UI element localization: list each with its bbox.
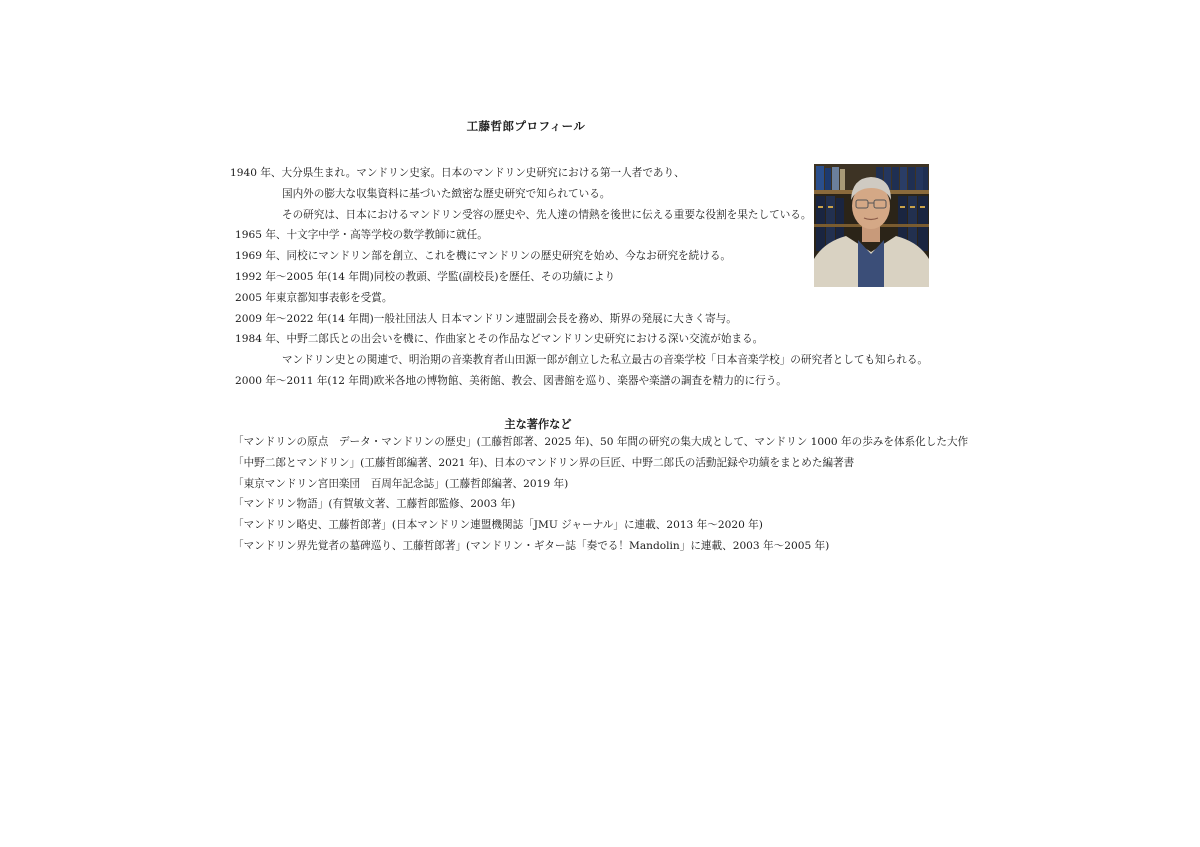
profile-line: 2005 年東京都知事表彰を受賞。 <box>235 291 393 304</box>
profile-line: 1940 年、大分県生まれ。マンドリン史家。日本のマンドリン史研究における第一人者であり、 <box>230 167 685 179</box>
work-item: 「マンドリン物語」(有賀敏文著、工藤哲郎監修、2003 年) <box>233 498 516 511</box>
profile-line: 1992 年～2005 年(14 年間)同校の教頭、学監(副校長)を歴任、その功績により <box>235 270 616 283</box>
profile-line: マンドリン史との関連で、明治期の音楽教育者山田源一郎が創立した私立最古の音楽学校「日本音楽学校」の研究者としても知られる。 <box>282 354 929 367</box>
work-item: 「中野二郎とマンドリン」(工藤哲郎編著、2021 年)、日本のマンドリン界の巨匠、中野二郎氏の活動記録や功績をまとめた編著書 <box>233 456 855 469</box>
works-title: 主な著作など <box>504 418 572 431</box>
work-item: 「マンドリン略史、工藤哲郎著」(日本マンドリン連盟機関誌「JMU ジャーナル」に連載、2013 年～2020 年) <box>233 519 763 532</box>
work-item: 「東京マンドリン宮田楽団 百周年記念誌」(工藤哲郎編著、2019 年) <box>233 477 569 490</box>
work-item: 「マンドリン界先覚者の墓碑巡り、工藤哲郎著」(マンドリン・ギター誌「奏でる！Mandolin」に連載、2003 年～2005 年) <box>233 539 830 552</box>
profile-line: 1965 年、十文字中学・高等学校の数学教師に就任。 <box>235 229 488 242</box>
profile-line: その研究は、日本におけるマンドリン受容の歴史や、先人達の情熱を後世に伝える重要な役割を果たしている。 <box>282 208 812 221</box>
profile-line: 1984 年、中野二郎氏との出会いを機に、作曲家とその作品などマンドリン史研究における深い交流が始まる。 <box>235 333 764 346</box>
portrait-photo <box>814 164 929 287</box>
profile-line: 2009 年～2022 年(14 年間)一般社団法人 日本マンドリン連盟副会長を務め、斯界の発展に大きく寄与。 <box>235 312 737 325</box>
profile-line: 国内外の膨大な収集資料に基づいた緻密な歴史研究で知られている。 <box>282 187 611 200</box>
profile-line: 2000 年～2011 年(12 年間)欧米各地の博物館、美術館、教会、図書館を巡り、楽器や楽譜の調査を精力的に行う。 <box>235 374 787 387</box>
works-list <box>233 432 973 557</box>
profile-title: 工藤哲郎プロフィール <box>466 119 586 133</box>
profile-line: 1969 年、同校にマンドリン部を創立、これを機にマンドリンの歴史研究を始め、今なお研究を続ける。 <box>235 250 732 263</box>
work-item: 「マンドリンの原点 データ・マンドリンの歴史」(工藤哲郎著、2025 年)、50 年間の研究の集大成として、マンドリン 1000 年の歩みを体系化した大作 <box>233 436 969 448</box>
